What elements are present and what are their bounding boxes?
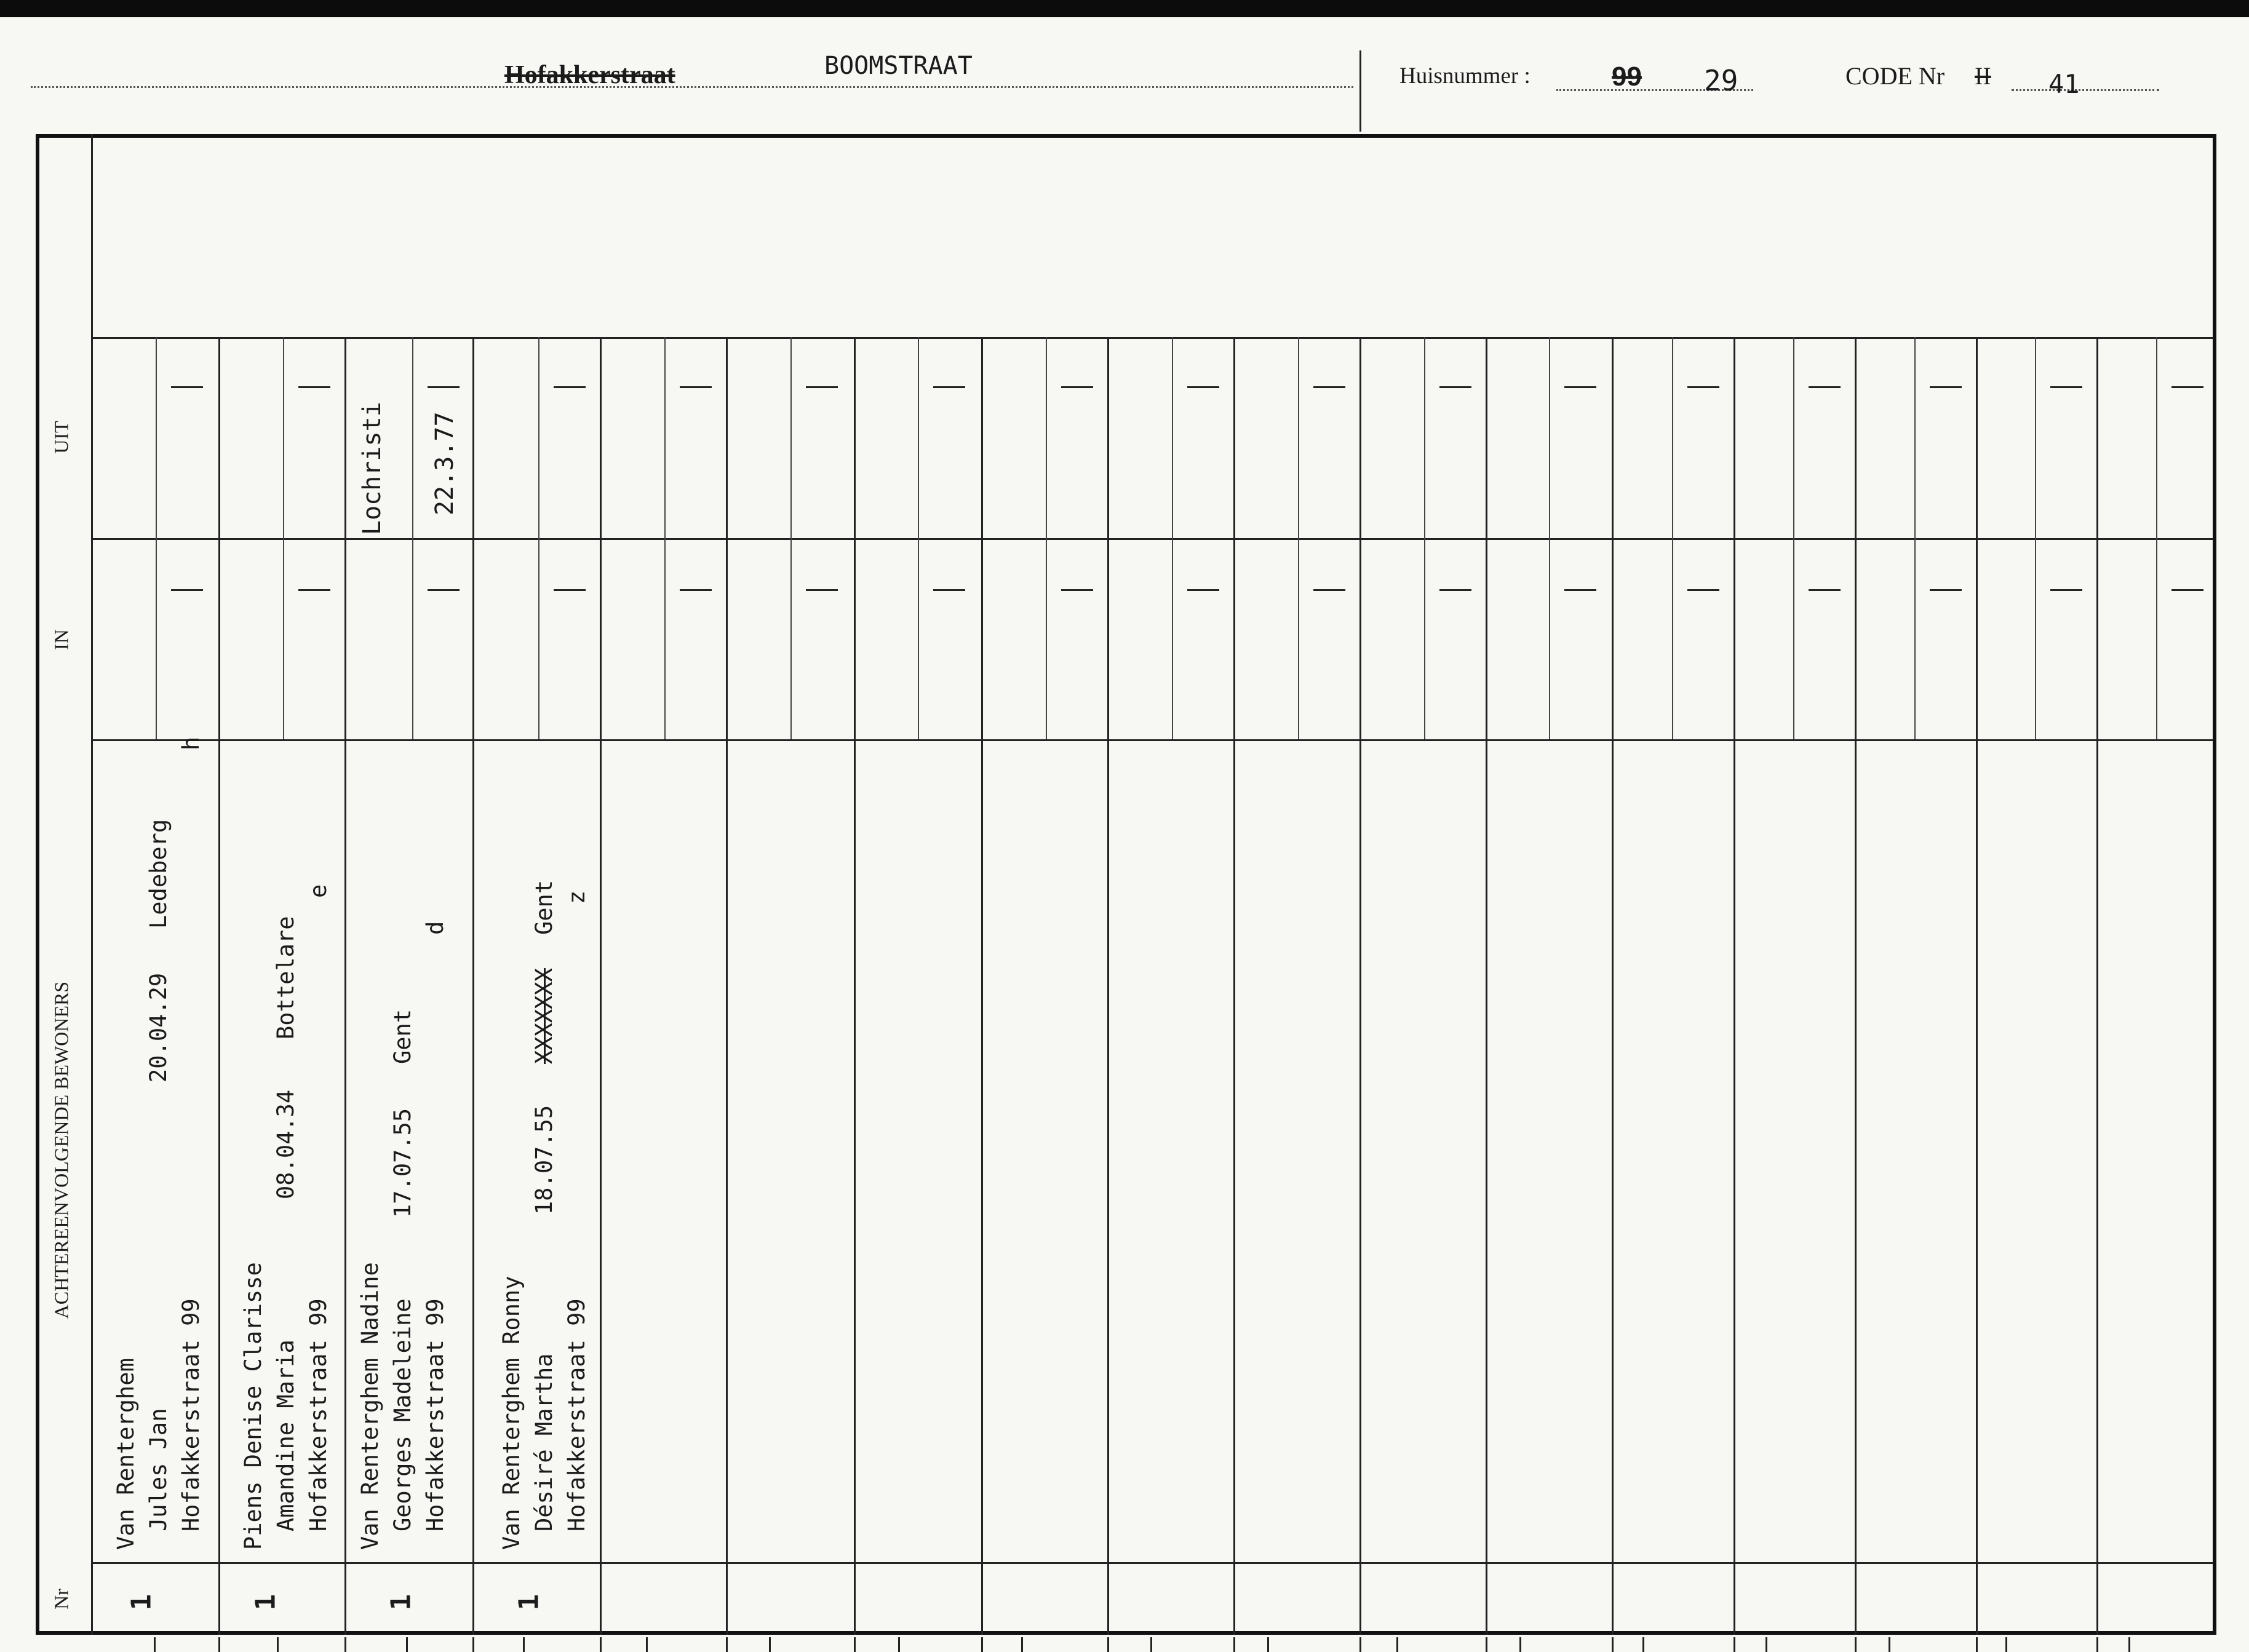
footer-tick — [1396, 1637, 1398, 1652]
uit-dash — [1313, 386, 1345, 388]
column-divider — [726, 337, 728, 1635]
in-dash — [428, 589, 460, 591]
in-dash — [2050, 589, 2082, 591]
in-dash — [1313, 589, 1345, 591]
resident-surname: Van Renterghem — [113, 1358, 139, 1550]
footer-tick — [1642, 1637, 1644, 1652]
house-number-label: Huisnummer : — [1399, 63, 1531, 89]
column-divider — [2096, 337, 2098, 1635]
footer-tick — [1734, 1637, 1735, 1652]
uit-dash — [1564, 386, 1596, 388]
footer-tick — [1150, 1637, 1152, 1652]
label-column-divider — [91, 134, 93, 1635]
column-nr: 1 — [513, 1594, 545, 1611]
resident-mark: z — [563, 890, 590, 904]
in-dash — [1439, 589, 1471, 591]
street-new: BOOMSTRAAT — [824, 52, 973, 80]
column-nr: 1 — [125, 1594, 157, 1611]
resident-entry — [109, 738, 207, 1550]
subcolumn-divider — [1914, 337, 1916, 739]
resident-given-names: Georges Madeleine — [389, 1298, 416, 1531]
house-number-new: 29 — [1704, 64, 1738, 97]
in-dash — [680, 589, 712, 591]
subcolumn-divider — [1046, 337, 1047, 739]
in-dash — [933, 589, 965, 591]
column-divider — [1976, 337, 1978, 1635]
footer-tick — [154, 1637, 156, 1652]
row-label-uit: UIT — [50, 421, 73, 454]
footer-tick — [854, 1637, 856, 1652]
code-old: II — [1975, 62, 1991, 90]
resident-birth-place: Gent — [389, 1009, 416, 1064]
uit-place: Lochristi — [358, 402, 386, 535]
footer-tick — [344, 1637, 346, 1652]
subcolumn-divider — [2035, 337, 2036, 739]
subcolumn-divider — [156, 337, 157, 739]
uit-dash — [1809, 386, 1841, 388]
footer-tick — [1267, 1637, 1269, 1652]
resident-birth-date: 18.07.55 — [531, 1105, 557, 1215]
in-dash — [171, 589, 203, 591]
footer-tick — [646, 1637, 648, 1652]
column-divider — [1107, 337, 1109, 1635]
uit-dash — [428, 386, 460, 388]
in-dash — [1564, 589, 1596, 591]
column-divider — [600, 337, 602, 1635]
resident-entry — [495, 738, 593, 1550]
resident-entry — [354, 738, 452, 1550]
resident-birth-place: Ledeberg — [145, 819, 172, 929]
resident-address: Hofakkerstraat 99 — [563, 1298, 590, 1531]
column-divider — [344, 337, 346, 1635]
footer-tick — [1519, 1637, 1521, 1652]
uit-dash — [1439, 386, 1471, 388]
footer-tick — [1486, 1637, 1487, 1652]
in-dash — [1930, 589, 1962, 591]
resident-given-names: Amandine Maria — [273, 1340, 299, 1531]
in-dash — [554, 589, 586, 591]
footer-tick — [277, 1637, 279, 1652]
resident-birth-date: 17.07.55 — [389, 1108, 416, 1218]
resident-birth-date: 08.04.34 — [273, 1089, 299, 1199]
subcolumn-divider — [790, 337, 792, 739]
in-dash — [1687, 589, 1719, 591]
uit-dash — [298, 386, 330, 388]
resident-birth-place-struck: XXXXXXX — [531, 968, 557, 1064]
footer-tick — [472, 1637, 474, 1652]
street-old: Hofakkerstraat — [504, 61, 675, 89]
footer-tick — [1107, 1637, 1109, 1652]
resident-birth-place: Bottelare — [273, 916, 299, 1039]
subcolumn-divider — [1793, 337, 1794, 739]
footer-tick — [2128, 1637, 2130, 1652]
footer-tick — [769, 1637, 771, 1652]
footer-tick — [981, 1637, 983, 1652]
resident-surname: Van Renterghem Ronny — [498, 1276, 525, 1550]
subcolumn-divider — [1298, 337, 1299, 739]
in-dash — [1809, 589, 1841, 591]
subcolumn-divider — [1549, 337, 1550, 739]
scan-top-border — [0, 0, 2249, 17]
subcolumn-divider — [283, 337, 284, 739]
footer-tick — [2005, 1637, 2007, 1652]
footer-tick — [406, 1637, 408, 1652]
column-divider — [472, 337, 474, 1635]
street-dotted-line — [31, 86, 1353, 88]
row-divider-uit-in — [91, 538, 2213, 540]
resident-birth-date: 20.04.29 — [145, 972, 172, 1082]
footer-tick — [1359, 1637, 1361, 1652]
subcolumn-divider — [1172, 337, 1173, 739]
code-dotted-line — [2012, 89, 2159, 91]
column-divider — [1855, 337, 1857, 1635]
row-label-in: IN — [50, 629, 73, 650]
row-divider-top — [91, 337, 2213, 339]
footer-tick — [898, 1637, 900, 1652]
column-divider — [218, 337, 220, 1635]
footer-tick — [726, 1637, 728, 1652]
resident-address: Hofakkerstraat 99 — [305, 1298, 332, 1531]
column-nr: 1 — [385, 1594, 417, 1611]
resident-surname: Piens Denise Clarisse — [240, 1262, 266, 1550]
footer-tick — [1021, 1637, 1023, 1652]
in-dash — [1061, 589, 1093, 591]
resident-address: Hofakkerstraat 99 — [178, 1298, 204, 1531]
uit-dash — [933, 386, 965, 388]
uit-dash — [1061, 386, 1093, 388]
resident-birth-place: Gent — [531, 880, 557, 935]
footer-tick — [523, 1637, 525, 1652]
uit-dash — [1187, 386, 1219, 388]
row-divider-bewoners-nr — [91, 1562, 2213, 1564]
in-dash — [2171, 589, 2203, 591]
uit-dash — [680, 386, 712, 388]
footer-tick — [1765, 1637, 1767, 1652]
resident-given-names: Désiré Martha — [531, 1353, 557, 1531]
uit-dash — [2050, 386, 2082, 388]
footer-tick — [1976, 1637, 1978, 1652]
column-divider — [1359, 337, 1361, 1635]
subcolumn-divider — [538, 337, 539, 739]
column-divider — [1612, 337, 1614, 1635]
code-new: 41 — [2048, 69, 2080, 99]
uit-dash — [806, 386, 838, 388]
uit-dash — [1930, 386, 1962, 388]
subcolumn-divider — [2156, 337, 2157, 739]
footer-tick — [1612, 1637, 1614, 1652]
footer-tick — [2096, 1637, 2098, 1652]
resident-given-names: Jules Jan — [145, 1408, 172, 1531]
footer-tick — [1233, 1637, 1235, 1652]
column-divider — [981, 337, 983, 1635]
resident-mark: h — [178, 736, 204, 750]
resident-surname: Van Renterghem Nadine — [357, 1262, 383, 1550]
subcolumn-divider — [918, 337, 919, 739]
resident-mark: e — [305, 884, 332, 898]
in-dash — [298, 589, 330, 591]
code-label: CODE Nr — [1845, 62, 1945, 90]
uit-date: 22.3.77 — [431, 411, 459, 515]
column-nr: 1 — [250, 1594, 282, 1611]
footer-tick — [218, 1637, 220, 1652]
column-divider — [1734, 337, 1735, 1635]
header-divider — [1359, 50, 1361, 132]
footer-tick — [600, 1637, 602, 1652]
column-divider — [1233, 337, 1235, 1635]
resident-mark: d — [422, 921, 448, 935]
uit-dash — [171, 386, 203, 388]
subcolumn-divider — [1672, 337, 1673, 739]
column-divider — [854, 337, 856, 1635]
footer-tick — [1855, 1637, 1857, 1652]
uit-dash — [554, 386, 586, 388]
row-label-bewoners: ACHTEREENVOLGENDE BEWONERS — [50, 981, 73, 1319]
resident-entry — [237, 738, 335, 1550]
subcolumn-divider — [1424, 337, 1425, 739]
in-dash — [1187, 589, 1219, 591]
resident-address: Hofakkerstraat 99 — [422, 1298, 448, 1531]
column-divider — [1486, 337, 1487, 1635]
house-number-old: 99 — [1612, 62, 1642, 92]
uit-dash — [1687, 386, 1719, 388]
subcolumn-divider — [412, 337, 413, 739]
footer-tick — [1889, 1637, 1890, 1652]
in-dash — [806, 589, 838, 591]
subcolumn-divider — [664, 337, 666, 739]
uit-dash — [2171, 386, 2203, 388]
row-label-nr: Nr — [50, 1589, 73, 1610]
